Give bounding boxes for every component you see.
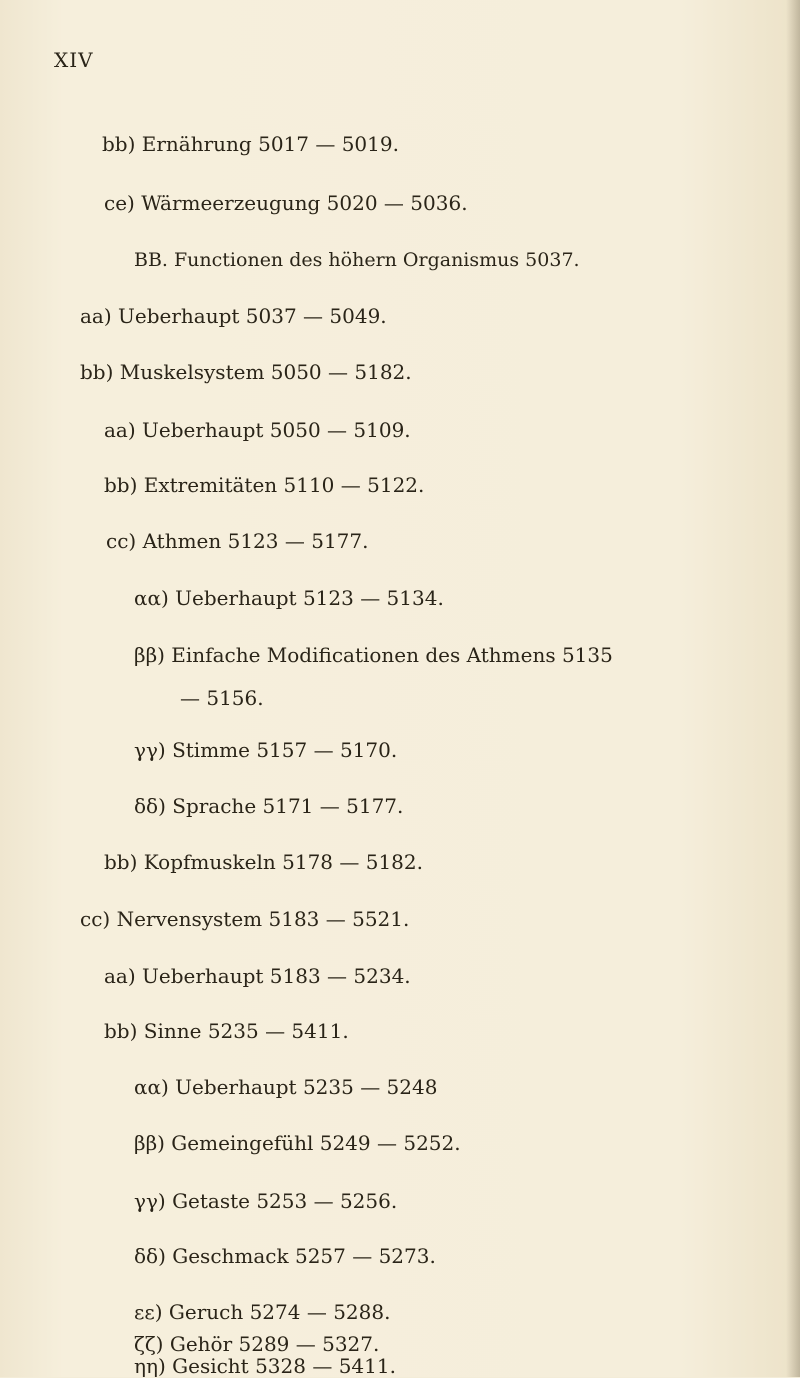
index-line: αα) Ueberhaupt 5123 — 5134. [134, 586, 444, 610]
index-line: εε) Geruch 5274 — 5288. [134, 1300, 391, 1324]
index-line: ββ) Gemeingefühl 5249 — 5252. [134, 1131, 461, 1155]
page-edge-shadow [786, 0, 800, 1377]
index-line: γγ) Getaste 5253 — 5256. [134, 1189, 398, 1213]
page-number: XIV [54, 48, 94, 72]
index-line: αα) Ueberhaupt 5235 — 5248 [134, 1075, 438, 1099]
index-line: ζζ) Gehör 5289 — 5327. [134, 1332, 380, 1356]
index-line: γγ) Stimme 5157 — 5170. [134, 738, 398, 762]
index-line: ce) Wärmeerzeugung 5020 — 5036. [104, 191, 468, 215]
index-line: bb) Extremitäten 5110 — 5122. [104, 473, 425, 497]
index-line: aa) Ueberhaupt 5050 — 5109. [104, 418, 411, 442]
index-line: δδ) Sprache 5171 — 5177. [134, 794, 404, 818]
index-line: ηη) Gesicht 5328 — 5411. [134, 1354, 396, 1378]
index-line-continuation: — 5156. [180, 686, 264, 710]
index-line: cc) Athmen 5123 — 5177. [106, 529, 369, 553]
index-line: aa) Ueberhaupt 5037 — 5049. [80, 304, 387, 328]
index-line: bb) Ernährung 5017 — 5019. [102, 132, 399, 156]
section-heading: BB. Functionen des höhern Organismus 5037. [134, 249, 580, 271]
index-line: ββ) Einfache Modificationen des Athmens 5135 [134, 643, 613, 667]
index-line: bb) Muskelsystem 5050 — 5182. [80, 360, 412, 384]
index-line: bb) Sinne 5235 — 5411. [104, 1019, 349, 1043]
index-line: cc) Nervensystem 5183 — 5521. [80, 907, 410, 931]
index-line: aa) Ueberhaupt 5183 — 5234. [104, 964, 411, 988]
index-line: δδ) Geschmack 5257 — 5273. [134, 1244, 436, 1268]
index-line: bb) Kopfmuskeln 5178 — 5182. [104, 850, 423, 874]
